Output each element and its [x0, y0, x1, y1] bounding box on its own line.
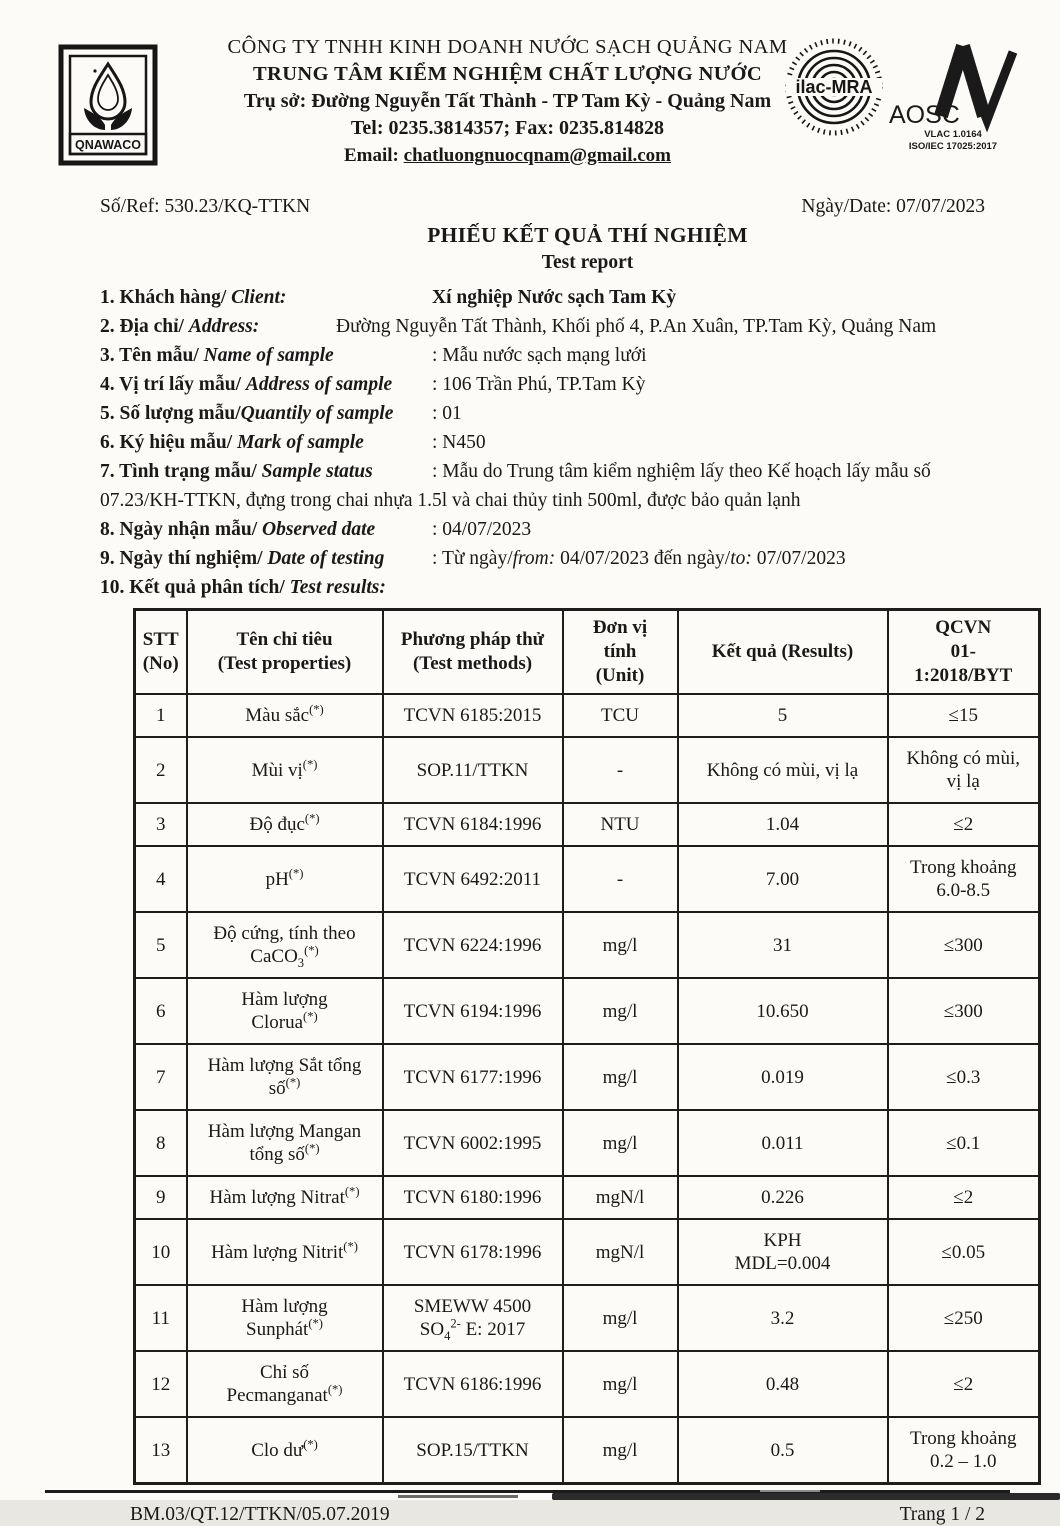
cell-limit: ≤0.3 — [888, 1044, 1040, 1110]
cell-limit: ≤15 — [888, 694, 1040, 737]
cell-no: 1 — [135, 694, 187, 737]
title-block — [190, 222, 985, 276]
info-item-sample-address — [100, 370, 985, 399]
cell-test-method: TCVN 6184:1996 — [383, 803, 563, 846]
info-item-quantity — [100, 399, 985, 428]
cell-test-method: SMEWW 4500 $SO_4^{2-}$ E: 2017 — [383, 1285, 563, 1351]
info-item-received-date — [100, 515, 985, 544]
table-row — [135, 846, 1040, 912]
tel-fax-line: Tel: 0235.3814357; Fax: 0235.814828 — [350, 117, 665, 139]
cell-result: 7.00 — [678, 846, 888, 912]
footer-page-number: Trang 1 / 2 — [899, 1504, 985, 1525]
column-header: Kết quả (Results) — [678, 610, 888, 695]
report-date: Ngày/Date: 07/07/2023 — [801, 196, 985, 217]
info-item-sample-name — [100, 341, 985, 370]
address-line: Trụ sở: Đường Nguyễn Tất Thành - TP Tam Kỳ - Quảng Nam — [243, 90, 772, 112]
info-value: 07.23/KH-TTKN, đựng trong chai nhựa 1.5l và chai thủy tinh 500ml, được bảo quản lạnh — [100, 490, 801, 511]
cell-result: 1.04 — [678, 803, 888, 846]
cell-unit: mgN/l — [563, 1176, 678, 1219]
letterhead — [75, 34, 998, 182]
cell-limit: ≤0.05 — [888, 1219, 1040, 1285]
cell-test-property: Độ đục(*) — [187, 803, 383, 846]
cell-no: 12 — [135, 1351, 187, 1417]
ilac-mra-logo-icon — [785, 36, 883, 138]
cell-test-property: Hàm lượng Sắt tổng số(*) — [187, 1044, 383, 1110]
info-label: 7. Tình trạng mẫu/ Sample status — [100, 461, 373, 482]
cell-unit: mg/l — [563, 1044, 678, 1110]
cell-test-property: Hàm lượng Mangan tổng số(*) — [187, 1110, 383, 1176]
cell-test-method: TCVN 6185:2015 — [383, 694, 563, 737]
cell-limit: Trong khoảng 0.2 – 1.0 — [888, 1417, 1040, 1484]
cell-test-property: Màu sắc(*) — [187, 694, 383, 737]
cell-result: 31 — [678, 912, 888, 978]
cell-no: 11 — [135, 1285, 187, 1351]
cell-result: 0.48 — [678, 1351, 888, 1417]
column-header: QCVN 01- 1:2018/BYT — [888, 610, 1040, 695]
ref-number: Số/Ref: 530.23/KQ-TTKN — [100, 196, 311, 217]
cell-limit: ≤300 — [888, 912, 1040, 978]
column-header: Đơn vị tính (Unit) — [563, 610, 678, 695]
info-item-mark — [100, 428, 985, 457]
cell-limit: ≤0.1 — [888, 1110, 1040, 1176]
table-row — [135, 1176, 1040, 1219]
cell-result: 3.2 — [678, 1285, 888, 1351]
iso-code-text: ISO/IEC 17025:2017 — [908, 141, 998, 152]
cell-test-method: TCVN 6177:1996 — [383, 1044, 563, 1110]
info-value: : N450 — [432, 432, 486, 453]
cell-unit: mg/l — [563, 978, 678, 1044]
info-value: Đường Nguyễn Tất Thành, Khối phố 4, P.An Xuân, TP.Tam Kỳ, Quảng Nam — [336, 316, 937, 337]
page-title: PHIẾU KẾT QUẢ THÍ NGHIỆM — [427, 223, 748, 247]
info-item-testing-date — [100, 544, 985, 573]
cell-unit: mg/l — [563, 1110, 678, 1176]
info-item-test-results — [100, 573, 985, 602]
page-subtitle: Test report — [541, 252, 634, 273]
cell-unit: - — [563, 737, 678, 803]
meta-row — [100, 196, 985, 218]
vlac-code-text: VLAC 1.0164 — [924, 129, 982, 140]
cell-unit: mg/l — [563, 912, 678, 978]
ilac-mra-text: ilac-MRA — [795, 77, 873, 97]
table-row — [135, 1417, 1040, 1484]
results-table — [133, 608, 1041, 1485]
info-label: 3. Tên mẫu/ Name of sample — [100, 345, 334, 366]
cell-result: 10.650 — [678, 978, 888, 1044]
cell-limit: ≤300 — [888, 978, 1040, 1044]
cell-test-method: TCVN 6186:1996 — [383, 1351, 563, 1417]
scan-artifact — [552, 1493, 1060, 1500]
aosc-logo-icon — [889, 36, 1017, 152]
table-row — [135, 694, 1040, 737]
cell-no: 13 — [135, 1417, 187, 1484]
cell-limit: ≤2 — [888, 1176, 1040, 1219]
email-address: chatluongnuocqnam@gmail.com — [403, 145, 671, 166]
cell-unit: mg/l — [563, 1285, 678, 1351]
cell-unit: mg/l — [563, 1417, 678, 1484]
results-table-body — [135, 694, 1040, 1484]
cell-test-method: SOP.15/TTKN — [383, 1417, 563, 1484]
cell-no: 7 — [135, 1044, 187, 1110]
info-value: : Mẫu do Trung tâm kiểm nghiệm lấy theo Kế hoạch lấy mẫu số — [432, 461, 931, 482]
cell-result: 0.5 — [678, 1417, 888, 1484]
cell-result: 0.226 — [678, 1176, 888, 1219]
cell-test-property: Hàm lượng Clorua(*) — [187, 978, 383, 1044]
cell-no: 10 — [135, 1219, 187, 1285]
info-label: 2. Địa chỉ/ Address: — [100, 316, 260, 337]
cell-test-property: Clo dư(*) — [187, 1417, 383, 1484]
cell-test-method: SOP.11/TTKN — [383, 737, 563, 803]
cell-test-method: TCVN 6002:1995 — [383, 1110, 563, 1176]
table-row — [135, 978, 1040, 1044]
cell-no: 8 — [135, 1110, 187, 1176]
cell-limit: ≤2 — [888, 1351, 1040, 1417]
table-row — [135, 737, 1040, 803]
table-row — [135, 912, 1040, 978]
info-label: 8. Ngày nhận mẫu/ Observed date — [100, 519, 376, 540]
cell-no: 4 — [135, 846, 187, 912]
cell-unit: NTU — [563, 803, 678, 846]
footer — [100, 1504, 985, 1526]
qnawaco-logo-icon — [58, 44, 158, 166]
info-value: : 04/07/2023 — [432, 519, 532, 540]
table-row — [135, 1044, 1040, 1110]
info-value: : 01 — [432, 403, 462, 424]
column-header: Phương pháp thử (Test methods) — [383, 610, 563, 695]
cell-unit: mg/l — [563, 1351, 678, 1417]
cell-result: Không có mùi, vị lạ — [678, 737, 888, 803]
cell-result: 0.019 — [678, 1044, 888, 1110]
table-row — [135, 1219, 1040, 1285]
email-label: Email: — [344, 145, 399, 166]
info-value: : 106 Trần Phú, TP.Tam Kỳ — [432, 374, 646, 395]
cell-test-method: TCVN 6224:1996 — [383, 912, 563, 978]
cell-unit: TCU — [563, 694, 678, 737]
logo-text: QNAWACO — [75, 138, 141, 152]
table-row — [135, 1285, 1040, 1351]
info-label: 4. Vị trí lấy mẫu/ Address of sample — [100, 374, 393, 395]
info-value: : Từ ngày/from: 04/07/2023 đến ngày/to: 07/07/2023 — [432, 548, 846, 569]
cell-no: 2 — [135, 737, 187, 803]
table-row — [135, 1351, 1040, 1417]
info-label: 9. Ngày thí nghiệm/ Date of testing — [100, 548, 385, 569]
info-label: 6. Ký hiệu mẫu/ Mark of sample — [100, 432, 364, 453]
cell-test-property: Độ cứng, tính theo CaCO$_3$(*) — [187, 912, 383, 978]
cell-test-method: TCVN 6178:1996 — [383, 1219, 563, 1285]
scan-artifact — [398, 1495, 518, 1498]
cell-limit: Không có mùi, vị lạ — [888, 737, 1040, 803]
cell-test-method: TCVN 6194:1996 — [383, 978, 563, 1044]
cell-limit: ≤2 — [888, 803, 1040, 846]
cell-test-property: Mùi vị(*) — [187, 737, 383, 803]
cell-result: 5 — [678, 694, 888, 737]
info-item-sample-status-cont — [100, 486, 985, 515]
center-name: TRUNG TÂM KIỂM NGHIỆM CHẤT LƯỢNG NƯỚC — [252, 63, 763, 85]
cell-no: 9 — [135, 1176, 187, 1219]
info-label: 5. Số lượng mẫu/Quantily of sample — [100, 403, 394, 424]
column-header: STT (No) — [135, 610, 187, 695]
table-row — [135, 1110, 1040, 1176]
cell-result: 0.011 — [678, 1110, 888, 1176]
cell-no: 5 — [135, 912, 187, 978]
company-name: CÔNG TY TNHH KINH DOANH NƯỚC SẠCH QUẢNG NAM — [227, 36, 788, 58]
info-value: : Mẫu nước sạch mạng lưới — [432, 345, 647, 366]
scan-artifact — [760, 1490, 820, 1492]
cell-unit: mgN/l — [563, 1219, 678, 1285]
cell-limit: ≤250 — [888, 1285, 1040, 1351]
cell-test-property: pH(*) — [187, 846, 383, 912]
cell-unit: - — [563, 846, 678, 912]
certification-logos — [785, 36, 1017, 152]
info-label: 10. Kết quả phân tích/ Test results: — [100, 577, 386, 598]
cell-result: KPH MDL=0.004 — [678, 1219, 888, 1285]
table-header-row — [135, 610, 1040, 695]
cell-limit: Trong khoảng 6.0-8.5 — [888, 846, 1040, 912]
sample-info-list — [100, 283, 985, 602]
cell-test-property: Hàm lượng Nitrat(*) — [187, 1176, 383, 1219]
cell-test-method: TCVN 6180:1996 — [383, 1176, 563, 1219]
cell-test-property: Hàm lượng Sunphát(*) — [187, 1285, 383, 1351]
cell-test-property: Hàm lượng Nitrit(*) — [187, 1219, 383, 1285]
info-label: 1. Khách hàng/ Client: — [100, 287, 287, 308]
column-header: Tên chỉ tiêu (Test properties) — [187, 610, 383, 695]
info-item-address — [100, 312, 985, 341]
info-value: Xí nghiệp Nước sạch Tam Kỳ — [432, 287, 677, 308]
cell-test-method: TCVN 6492:2011 — [383, 846, 563, 912]
aosc-text: AOSC — [889, 101, 960, 129]
cell-no: 6 — [135, 978, 187, 1044]
info-item-sample-status — [100, 457, 985, 486]
info-item-client — [100, 283, 985, 312]
cell-no: 3 — [135, 803, 187, 846]
cell-test-property: Chỉ số Pecmanganat(*) — [187, 1351, 383, 1417]
table-row — [135, 803, 1040, 846]
footer-form-code: BM.03/QT.12/TTKN/05.07.2019 — [130, 1504, 390, 1525]
